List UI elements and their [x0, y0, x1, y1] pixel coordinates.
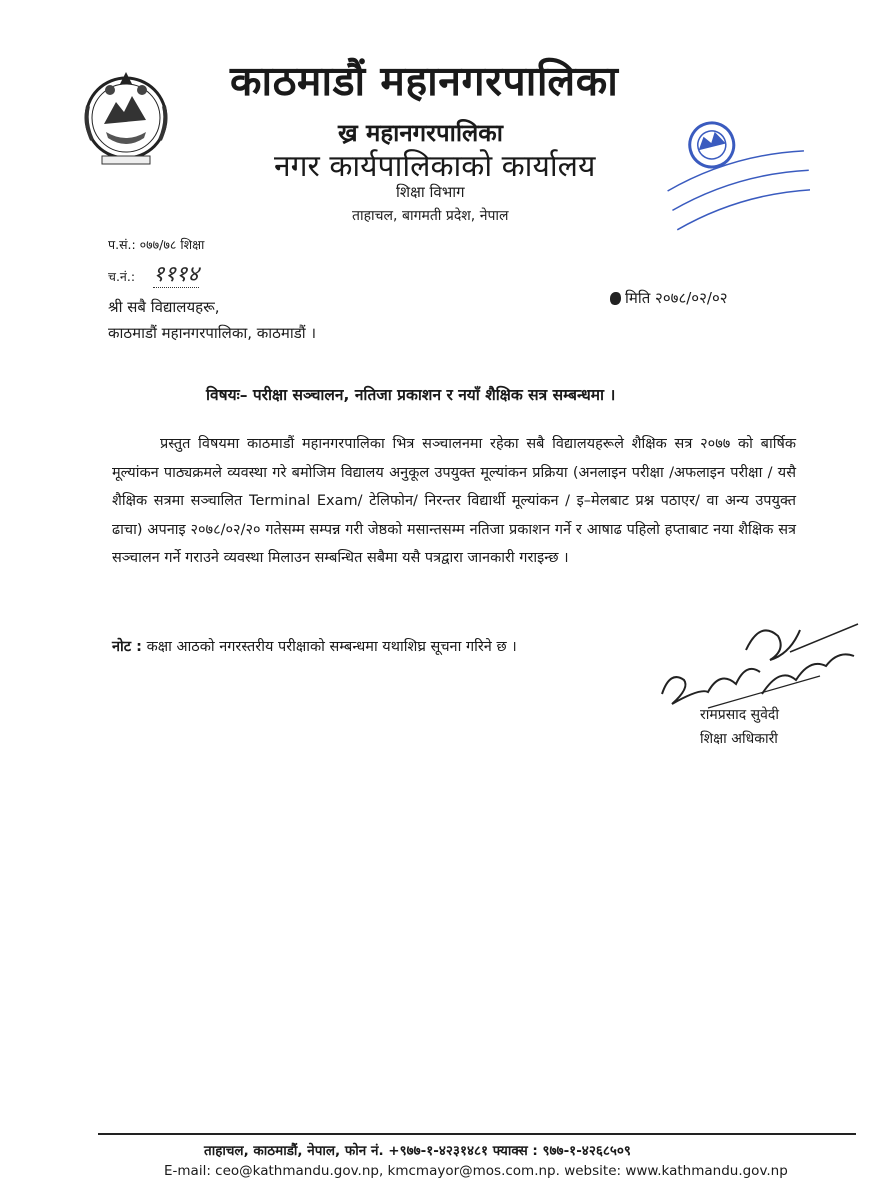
dispatch-number-handwritten: १११४	[153, 262, 199, 287]
recipient-line-1: श्री सबै विद्यालयहरू,	[108, 298, 220, 316]
office-name: नगर कार्यपालिकाको कार्यालय	[274, 149, 596, 184]
nepal-emblem-logo	[80, 62, 172, 174]
footer-email-website: E-mail: ceo@kathmandu.gov.np, kmcmayor@mos.com.np. website: www.kathmandu.gov.np	[164, 1163, 788, 1179]
letter-date	[610, 288, 728, 308]
recipient-line-2: काठमाडौं महानगरपालिका, काठमाडौं ।	[108, 324, 317, 342]
letter-reference-number: प.सं.: ०७७/७८ शिक्षा	[108, 237, 205, 252]
body-paragraph: प्रस्तुत विषयमा काठमाडौं महानगरपालिका भित्र सञ्चालनमा रहेका सबै विद्यालयहरूले शैक्षिक सत्र २०७७ को बार्षिक मूल्यांकन पाठ्यक्रमले व्यवस्था गरे बमोजिम विद्यालय अनुकूल उपयुक्त मूल्यांकन प्रक्रिया (अनलाइन परीक्षा /अफलाइन परीक्षा / यसै शैक्षिक सत्रमा सञ्चालित Terminal Exam/ टेलिफोन/ निरन्तर विद्यार्थी मूल्यांकन / इ–मेलबाट प्रश्न पठाएर/ वा अन्य उपयुक्त ढाचा) अपनाइ २०७८/०२/२० गतेसम्म सम्पन्न गरी जेष्ठको मसान्तसम्म नतिजा प्रकाशन गर्ने र आषाढ पहिलो हप्ताबाट नया शैक्षिक सत्र सञ्चालन गर्ने गराउने व्यवस्था मिलाउन सम्बन्धित सबैमा यसै पत्रद्वारा जानकारी गराइन्छ ।	[112, 436, 796, 566]
date-text: मिति २०७८/०२/०२	[625, 289, 728, 307]
organization-title: काठमाडौं महानगरपालिका	[230, 57, 619, 105]
office-address: ताहाचल, बागमती प्रदेश, नेपाल	[352, 208, 509, 224]
note-text: कक्षा आठको नगरस्तरीय परीक्षाको सम्बन्धमा यथाशिघ्र सूचना गरिने छ ।	[146, 639, 517, 655]
organization-stylized-title: ख्र महानगरपालिका	[338, 119, 503, 147]
signatory-name: रामप्रसाद सुवेदी	[700, 707, 779, 723]
footer-divider	[98, 1133, 856, 1135]
letter-body	[112, 430, 796, 573]
dispatch-number-label: च.नं.:	[108, 269, 136, 284]
department-name: शिक्षा विभाग	[396, 183, 465, 201]
letter-subject: विषयः– परीक्षा सञ्चालन, नतिजा प्रकाशन र नयाँ शैक्षिक सत्र सम्बन्धमा ।	[206, 386, 616, 404]
office-stamp	[662, 112, 810, 240]
handwritten-signature	[650, 610, 860, 720]
dispatch-number-row	[108, 258, 199, 288]
note-label: नोट :	[112, 639, 142, 655]
ink-blot	[610, 292, 621, 305]
footer-address-phone: ताहाचल, काठमाडौं, नेपाल, फोन नं. +९७७-१-४२३१४८१ फ्याक्स : ९७७-१-४२६८५०९	[204, 1143, 631, 1159]
letter-note	[112, 636, 517, 656]
signatory-title: शिक्षा अधिकारी	[700, 731, 778, 747]
